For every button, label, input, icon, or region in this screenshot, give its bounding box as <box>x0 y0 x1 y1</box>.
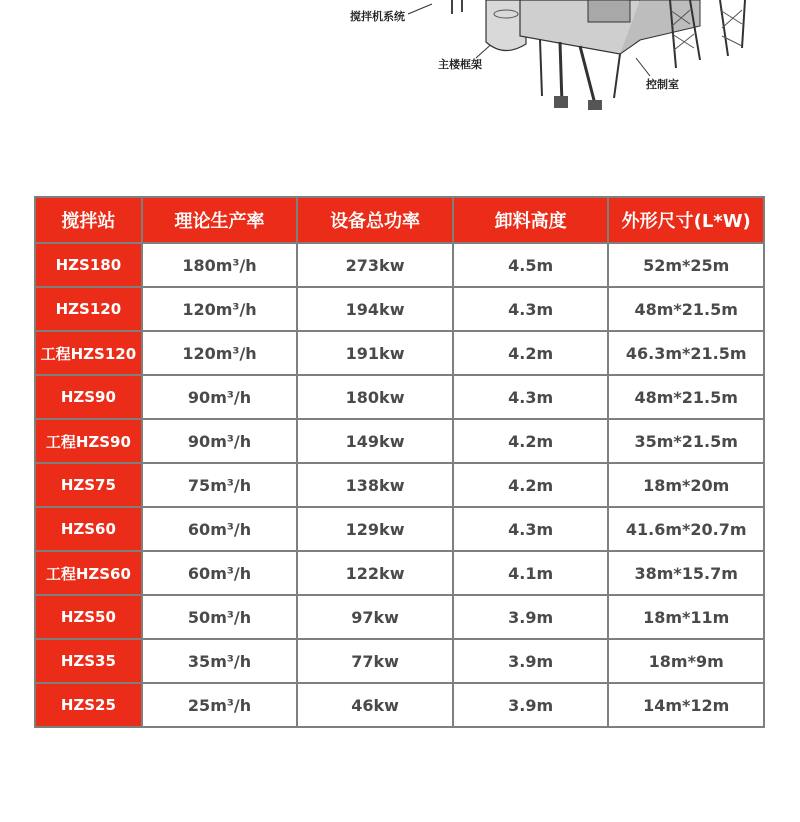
table-row <box>35 639 764 683</box>
table-row <box>35 463 764 507</box>
header-productivity: 理论生产率 <box>142 197 298 243</box>
table-row <box>35 287 764 331</box>
height-cell: 4.3m <box>453 507 609 551</box>
table-row <box>35 507 764 551</box>
size-cell: 18m*11m <box>608 595 764 639</box>
model-cell: HZS25 <box>35 683 142 727</box>
height-cell: 4.2m <box>453 331 609 375</box>
height-cell: 4.5m <box>453 243 609 287</box>
size-cell: 18m*9m <box>608 639 764 683</box>
power-cell: 122kw <box>297 551 453 595</box>
size-cell: 38m*15.7m <box>608 551 764 595</box>
size-cell: 48m*21.5m <box>608 287 764 331</box>
power-cell: 138kw <box>297 463 453 507</box>
model-cell: HZS35 <box>35 639 142 683</box>
header-row <box>35 197 764 243</box>
height-cell: 4.3m <box>453 287 609 331</box>
height-cell: 3.9m <box>453 683 609 727</box>
productivity-cell: 60m³/h <box>142 551 298 595</box>
size-cell: 41.6m*20.7m <box>608 507 764 551</box>
table-row <box>35 595 764 639</box>
plant-diagram <box>0 0 800 120</box>
table-row <box>35 331 764 375</box>
power-cell: 194kw <box>297 287 453 331</box>
model-cell: HZS180 <box>35 243 142 287</box>
size-cell: 48m*21.5m <box>608 375 764 419</box>
height-cell: 3.9m <box>453 639 609 683</box>
productivity-cell: 75m³/h <box>142 463 298 507</box>
size-cell: 18m*20m <box>608 463 764 507</box>
productivity-cell: 180m³/h <box>142 243 298 287</box>
productivity-cell: 90m³/h <box>142 419 298 463</box>
model-cell: 工程HZS120 <box>35 331 142 375</box>
model-cell: 工程HZS90 <box>35 419 142 463</box>
power-cell: 97kw <box>297 595 453 639</box>
header-dimensions: 外形尺寸(L*W) <box>608 197 764 243</box>
spec-table <box>34 196 765 728</box>
power-cell: 46kw <box>297 683 453 727</box>
model-cell: 工程HZS60 <box>35 551 142 595</box>
productivity-cell: 120m³/h <box>142 331 298 375</box>
header-discharge-height: 卸料高度 <box>453 197 609 243</box>
size-cell: 35m*21.5m <box>608 419 764 463</box>
height-cell: 4.2m <box>453 463 609 507</box>
control-room-label: 控制室 <box>646 78 679 91</box>
size-cell: 52m*25m <box>608 243 764 287</box>
mixer-system-label: 搅拌机系统 <box>350 10 405 23</box>
size-cell: 46.3m*21.5m <box>608 331 764 375</box>
height-cell: 3.9m <box>453 595 609 639</box>
power-cell: 273kw <box>297 243 453 287</box>
productivity-cell: 25m³/h <box>142 683 298 727</box>
model-cell: HZS120 <box>35 287 142 331</box>
power-cell: 191kw <box>297 331 453 375</box>
table-row <box>35 551 764 595</box>
power-cell: 180kw <box>297 375 453 419</box>
height-cell: 4.3m <box>453 375 609 419</box>
height-cell: 4.1m <box>453 551 609 595</box>
productivity-cell: 120m³/h <box>142 287 298 331</box>
productivity-cell: 60m³/h <box>142 507 298 551</box>
table-row <box>35 243 764 287</box>
header-power: 设备总功率 <box>297 197 453 243</box>
table-row <box>35 375 764 419</box>
productivity-cell: 35m³/h <box>142 639 298 683</box>
power-cell: 149kw <box>297 419 453 463</box>
model-cell: HZS90 <box>35 375 142 419</box>
productivity-cell: 90m³/h <box>142 375 298 419</box>
power-cell: 129kw <box>297 507 453 551</box>
header-model: 搅拌站 <box>35 197 142 243</box>
size-cell: 14m*12m <box>608 683 764 727</box>
productivity-cell: 50m³/h <box>142 595 298 639</box>
model-cell: HZS50 <box>35 595 142 639</box>
power-cell: 77kw <box>297 639 453 683</box>
model-cell: HZS60 <box>35 507 142 551</box>
table-row <box>35 683 764 727</box>
table-row <box>35 419 764 463</box>
model-cell: HZS75 <box>35 463 142 507</box>
height-cell: 4.2m <box>453 419 609 463</box>
main-frame-label: 主楼框架 <box>438 58 482 71</box>
